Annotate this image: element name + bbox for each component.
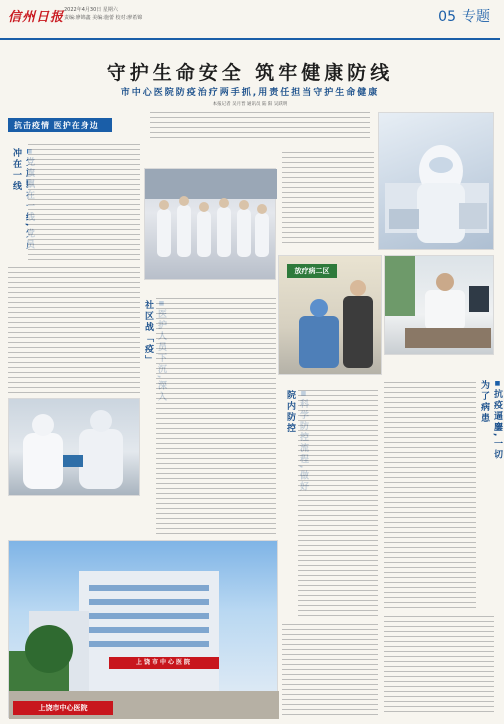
masthead: [0, 0, 500, 40]
section-banner: 抗击疫情 医护在身边: [8, 118, 112, 132]
hospital-sign-red: 上饶市中心医院: [109, 657, 219, 669]
ward-illustration: [279, 256, 383, 376]
photo-doctor-desk: [384, 255, 494, 355]
photo-lab-worker: [378, 112, 494, 250]
edition-info: [64, 6, 184, 22]
vertical-head-3: ■ 院内防控: [284, 390, 310, 500]
right-column-text: [384, 380, 476, 610]
hospital-name-banner: 上饶市中心医院: [13, 701, 113, 715]
photo-staff-group: [144, 168, 276, 280]
page-number: 05: [438, 9, 456, 25]
intro-text-block: [150, 110, 370, 142]
newspaper-logo: 信州日报: [8, 10, 65, 25]
vertical-head-1: ■ 冲在一线: [10, 148, 36, 258]
ppe-nurses-illustration: [9, 399, 141, 497]
lab-worker-illustration: [379, 113, 495, 251]
photo-ward: [278, 255, 382, 375]
article-subhead: 市中心医院防疫治疗两手抓,用责任担当守护生命健康: [120, 88, 380, 98]
vertical-head-2: ■ 社区战「疫」: [142, 300, 168, 410]
page-indicator: [432, 6, 490, 26]
right-column-text-2: [384, 614, 494, 714]
mid-right-column-text-2: [282, 622, 378, 717]
mid-right-column-text: [298, 388, 378, 618]
issue-date: 2022年4月30日 星期六: [64, 7, 118, 13]
photo-hospital-building: [8, 540, 278, 718]
editor-credits: 责编:廖锦鑫 美编:施蕾 校对:廖希锦: [64, 15, 143, 21]
left-column-text-2: [8, 265, 140, 395]
left-column-text: [28, 142, 140, 262]
mid-column-text: [156, 296, 276, 536]
hospital-building-illustration: [9, 541, 279, 719]
mid-right-text: [282, 150, 374, 245]
doctor-desk-illustration: [385, 256, 495, 356]
article-byline: 本报记者 吴月晋 通讯员 陆 阳 吴跃明: [212, 102, 288, 107]
photo-ppe-nurses: [8, 398, 140, 496]
vertical-head-4: ■ 抗疫逼鏖,一切为了病患: [478, 380, 504, 470]
staff-group-illustration: [145, 169, 277, 281]
article-headline: 守护生命安全 筑牢健康防线: [106, 62, 394, 84]
ward-sign: 放疗病二区: [287, 264, 337, 278]
page-section: 专题: [462, 9, 490, 25]
